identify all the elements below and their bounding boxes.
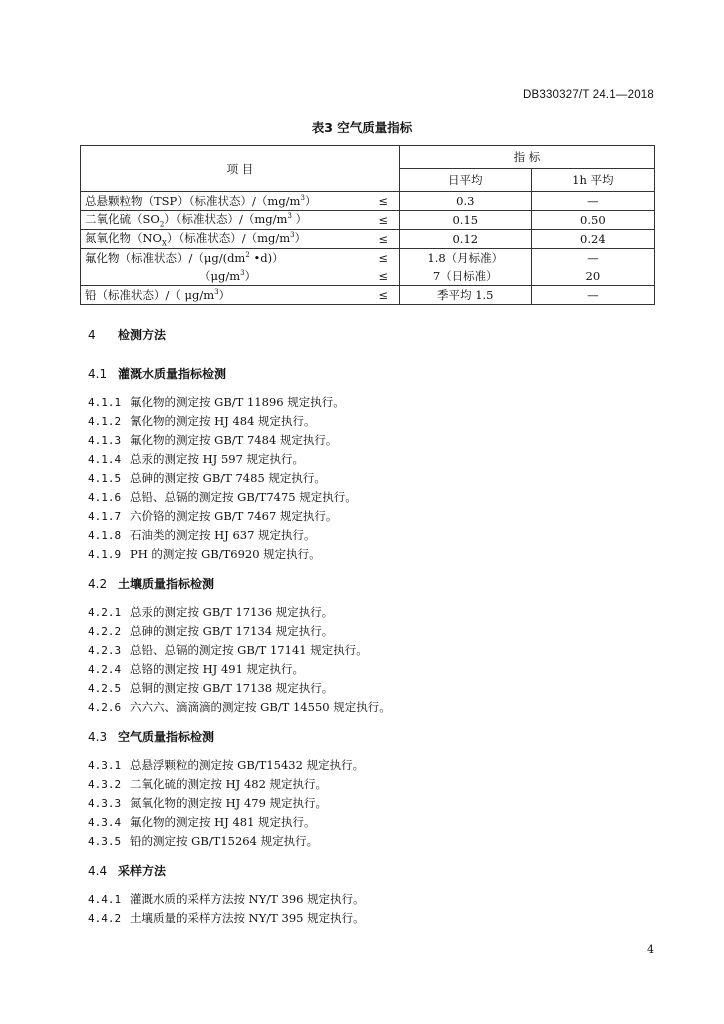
row-name: 二氧化硫$(SO_2)$（标准状态）$/(mg/m^3$ ） bbox=[81, 211, 368, 230]
list-item: 4.3.2 二氧化硫的测定按 HJ 482 规定执行。 bbox=[88, 777, 328, 791]
list-item: 4.1.5 总砷的测定按 GB/T 7485 规定执行。 bbox=[88, 471, 326, 485]
list-item: 4.2.2 总砷的测定按 GB/T 17134 规定执行。 bbox=[88, 624, 334, 638]
list-item: 4.2.1 总汞的测定按 GB/T 17136 规定执行。 bbox=[88, 605, 334, 619]
section-heading: 4 检测方法 bbox=[88, 328, 167, 342]
list-item: 4.1.4 总汞的测定按 HJ 597 规定执行。 bbox=[88, 452, 305, 466]
list-item: 4.1.2 氰化物的测定按 HJ 484 规定执行。 bbox=[88, 414, 316, 428]
row-name: 铅（标准状态）/（ $\mu g/m^3$） bbox=[81, 286, 368, 305]
list-item: 4.1.8 石油类的测定按 HJ 637 规定执行。 bbox=[88, 528, 316, 542]
list-item: 4.1.7 六价铬的测定按 GB/T 7467 规定执行。 bbox=[88, 509, 338, 523]
subsection-heading: 4.3 空气质量指标检测 bbox=[88, 730, 215, 744]
row-symbol: ≤ bbox=[368, 192, 400, 211]
fluoride-hourly-dash: — bbox=[531, 249, 654, 268]
row-daily-value: 季平均 1.5 bbox=[399, 286, 531, 305]
row-symbol: ≤ bbox=[368, 211, 400, 230]
list-item: 4.1.1 氟化物的测定按 GB/T 11896 规定执行。 bbox=[88, 395, 345, 409]
header-index: 指 标 bbox=[399, 146, 654, 169]
list-item: 4.2.6 六六六、滴滴滴的测定按 GB/T 14550 规定执行。 bbox=[88, 700, 391, 714]
row-name: 氮氧化物$(NO_X)$（标准状态）$/(mg/m^3)$ bbox=[81, 230, 368, 249]
list-item: 4.3.5 铅的测定按 GB/T15264 规定执行。 bbox=[88, 834, 319, 848]
list-item: 4.3.3 氮氧化物的测定按 HJ 479 规定执行。 bbox=[88, 796, 328, 810]
fluoride-name: 氟化物（标准状态）$/(\mu g/(dm^2$ •d)） bbox=[81, 249, 368, 268]
table-header-row bbox=[81, 146, 655, 169]
table-row-fluoride-1 bbox=[81, 249, 655, 268]
row-daily-value: 0.15 bbox=[399, 211, 531, 230]
header-daily-average: 日平均 bbox=[399, 169, 531, 192]
table-row-fluoride-2 bbox=[81, 267, 655, 286]
row-symbol: ≤ bbox=[368, 230, 400, 249]
list-item: 4.2.4 总铬的测定按 HJ 491 规定执行。 bbox=[88, 662, 305, 676]
fluoride-unit: $(\mu g/m^3)$ bbox=[81, 267, 368, 286]
subsection-heading: 4.2 土壤质量指标检测 bbox=[88, 577, 215, 591]
list-item: 4.1.3 氟化物的测定按 GB/T 7484 规定执行。 bbox=[88, 433, 338, 447]
fluoride-monthly-value: 1.8（月标准） bbox=[399, 249, 531, 268]
header-item: 项 目 bbox=[81, 146, 400, 192]
list-item: 4.1.6 总铅、总镉的测定按 GB/T7475 规定执行。 bbox=[88, 490, 357, 504]
row-hourly-value: — bbox=[531, 286, 654, 305]
table-row bbox=[81, 211, 655, 230]
table-row bbox=[81, 230, 655, 249]
table-row bbox=[81, 192, 655, 211]
row-hourly-value: 0.50 bbox=[531, 211, 654, 230]
list-item: 4.2.3 总铅、总镉的测定按 GB/T 17141 规定执行。 bbox=[88, 643, 368, 657]
row-hourly-value: 0.24 bbox=[531, 230, 654, 249]
row-hourly-value: — bbox=[531, 192, 654, 211]
table-caption: 表3 空气质量指标 bbox=[311, 120, 413, 135]
page-number: 4 bbox=[647, 943, 654, 956]
header-hourly-average: 1h 平均 bbox=[531, 169, 654, 192]
list-item: 4.2.5 总铜的测定按 GB/T 17138 规定执行。 bbox=[88, 681, 334, 695]
row-daily-value: 0.3 bbox=[399, 192, 531, 211]
row-name: 总悬颗粒物（TSP）（标准状态）$/(mg/m^3)$ bbox=[81, 192, 368, 211]
subsection-heading: 4.1 灌溉水质量指标检测 bbox=[88, 367, 227, 381]
list-item: 4.4.2 土壤质量的采样方法按 NY/T 395 规定执行。 bbox=[88, 911, 365, 925]
table-row bbox=[81, 286, 655, 305]
list-item: 4.4.1 灌溉水质的采样方法按 NY/T 396 规定执行。 bbox=[88, 892, 365, 906]
list-item: 4.3.1 总悬浮颗粒的测定按 GB/T15432 规定执行。 bbox=[88, 758, 365, 772]
standard-code: DB330327/T 24.1—2018 bbox=[522, 89, 654, 101]
fluoride-daily-value: 7（日标准） bbox=[399, 267, 531, 286]
list-item: 4.3.4 氟化物的测定按 HJ 481 规定执行。 bbox=[88, 815, 316, 829]
row-symbol: ≤ bbox=[368, 286, 400, 305]
fluoride-hourly-value: 20 bbox=[531, 267, 654, 286]
list-item: 4.1.9 PH 的测定按 GB/T6920 规定执行。 bbox=[88, 547, 321, 561]
subsection-heading: 4.4 采样方法 bbox=[88, 864, 167, 878]
row-daily-value: 0.12 bbox=[399, 230, 531, 249]
fluoride-symbol: ≤ bbox=[368, 249, 400, 268]
air-quality-table bbox=[80, 145, 655, 305]
fluoride-symbol: ≤ bbox=[368, 267, 400, 286]
